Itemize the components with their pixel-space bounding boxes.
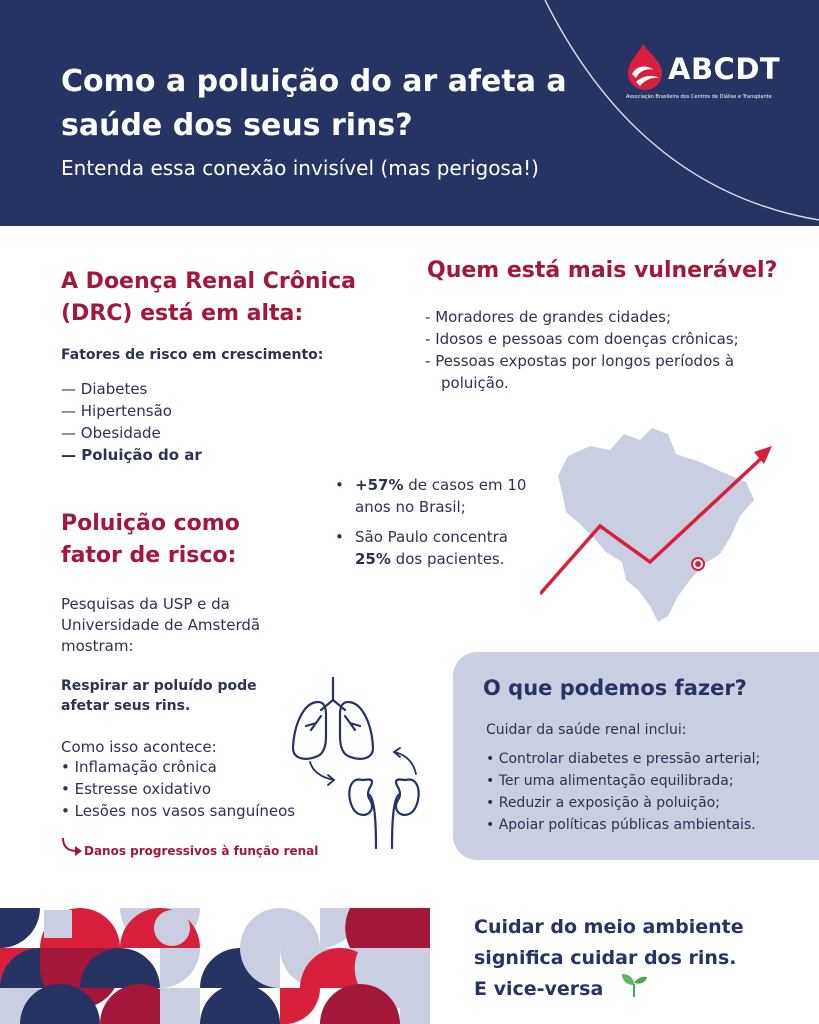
lungs-kidneys-illustration (288, 676, 428, 852)
page-subtitle: Entenda essa conexão invisível (mas perigosa!) (61, 156, 539, 180)
stat-text: de casos em 10 anos no Brasil; (355, 476, 527, 516)
how-item: • Inflamação crônica (61, 756, 295, 778)
action-item: • Ter uma alimentação equilibrada; (486, 770, 760, 792)
geometric-pattern-decoration (0, 908, 430, 1024)
stat-value: 25% (355, 550, 391, 568)
brazil-map-icon (540, 420, 780, 630)
vulnerable-item: - Moradores de grandes cidades; (425, 306, 805, 328)
logo-tagline: Associação Brasileira dos Centros de Diálise e Transplante (626, 94, 772, 100)
stat-pre: São Paulo concentra (355, 528, 508, 546)
action-subtitle: Cuidar da saúde renal inclui: (486, 722, 687, 738)
risk-item: — Obesidade (61, 422, 202, 444)
vulnerable-item: - Pessoas expostas por longos períodos à poluição. (425, 350, 805, 394)
curved-arrow-icon (60, 836, 84, 860)
header-banner (0, 0, 819, 226)
how-list (61, 756, 295, 822)
abcdt-logo (626, 40, 796, 110)
vulnerable-list (425, 306, 805, 394)
sprout-icon (620, 972, 648, 998)
stat-item (333, 526, 533, 570)
research-text: Pesquisas da USP e da Universidade de Amsterdã mostram: (61, 595, 261, 655)
action-list (486, 748, 760, 836)
action-item: • Apoiar políticas públicas ambientais. (486, 814, 760, 836)
logo-drop-icon (626, 40, 666, 92)
risk-item: — Diabetes (61, 378, 202, 400)
kidneys-icon (349, 780, 418, 849)
damage-text: Danos progressivos à função renal (84, 844, 319, 858)
risk-list (61, 378, 202, 466)
action-item: • Reduzir a exposição à poluição; (486, 792, 760, 814)
stat-value: +57% (355, 476, 404, 494)
closing-line: E vice-versa (474, 978, 604, 1000)
page-title: Como a poluição do ar afeta a saúde dos seus rins? (61, 64, 567, 143)
how-item: • Lesões nos vasos sanguíneos (61, 800, 295, 822)
vulnerable-item: - Idosos e pessoas com doenças crônicas; (425, 328, 805, 350)
how-item: • Estresse oxidativo (61, 778, 295, 800)
risk-item: — Hipertensão (61, 400, 202, 422)
action-title: O que podemos fazer? (483, 676, 747, 700)
how-heading: Como isso acontece: (61, 738, 217, 756)
closing-line: Cuidar do meio ambiente (474, 916, 744, 938)
stat-item (333, 474, 533, 518)
pollution-title: Poluição como fator de risco: (61, 511, 240, 568)
breath-text: Respirar ar poluído pode afetar seus rins. (61, 678, 257, 714)
closing-line: significa cuidar dos rins. (474, 947, 737, 969)
lungs-icon (293, 678, 373, 759)
logo-name: ABCDT (668, 52, 781, 86)
risk-heading: Fatores de risco em crescimento: (61, 347, 324, 363)
drc-title: A Doença Renal Crônica (DRC) está em alta: (61, 269, 356, 326)
stat-text: dos pacientes. (390, 550, 505, 568)
action-item: • Controlar diabetes e pressão arterial; (486, 748, 760, 770)
stats-list (333, 474, 533, 578)
risk-item: — Poluição do ar (61, 444, 202, 466)
vulnerable-title: Quem está mais vulnerável? (427, 258, 778, 283)
action-panel (453, 652, 819, 860)
